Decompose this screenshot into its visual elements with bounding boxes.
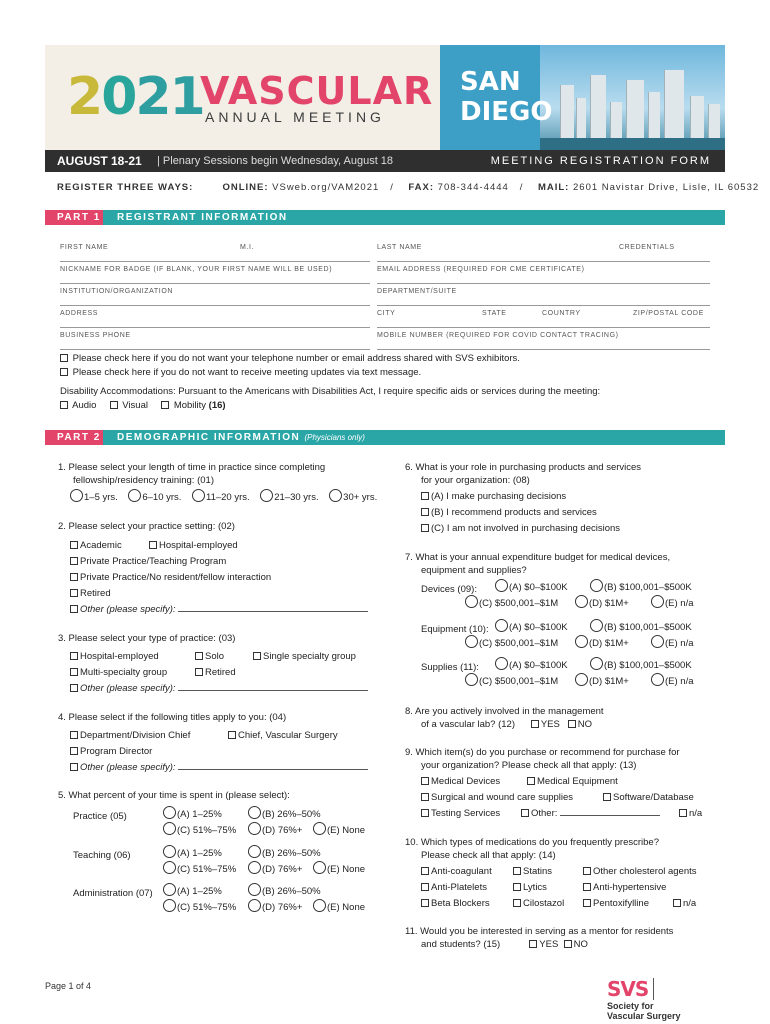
checkbox[interactable]: [70, 684, 78, 692]
radio[interactable]: [313, 822, 326, 835]
radio[interactable]: [495, 579, 508, 592]
radio[interactable]: [313, 861, 326, 874]
radio[interactable]: [163, 822, 176, 835]
q7-dev-d: (D) $1M+: [575, 597, 629, 610]
yes-checkbox[interactable]: [531, 720, 539, 728]
q5-practice: Practice (05): [73, 811, 127, 822]
disability-text: Disability Accommodations: Pursuant to the Americans with Disabilities Act, I require specific aids or services during the meeting:: [60, 386, 601, 397]
q10-line1: 10. Which types of medications do you frequently prescribe?: [405, 837, 659, 848]
q5-admin-a: (A) 1–25%: [163, 885, 222, 898]
page-number: Page 1 of 4: [45, 981, 92, 991]
checkbox[interactable]: [421, 777, 429, 785]
checkbox[interactable]: [70, 652, 78, 660]
checkbox[interactable]: [421, 793, 429, 801]
radio[interactable]: [465, 635, 478, 648]
skyline-photo: [540, 45, 725, 150]
radio[interactable]: [590, 657, 603, 670]
checkbox[interactable]: [70, 668, 78, 676]
q2-row2: Private Practice/Teaching Program: [70, 555, 226, 568]
q2-row1b: Hospital-employed: [149, 539, 238, 552]
checkbox[interactable]: [421, 899, 429, 907]
part1-header: PART 1 REGISTRANT INFORMATION: [45, 210, 725, 225]
radio[interactable]: [313, 899, 326, 912]
q5-text: 5. What percent of your time is spent in (please select):: [58, 790, 290, 801]
q9-surgical: Surgical and wound care supplies: [421, 791, 573, 804]
radio[interactable]: [248, 806, 261, 819]
checkbox[interactable]: [421, 883, 429, 891]
q6-b: (B) I recommend products and services: [421, 506, 597, 519]
checkbox[interactable]: [253, 652, 261, 660]
radio[interactable]: [128, 489, 141, 502]
q7-dev-e: (E) n/a: [651, 597, 694, 610]
logo-annual-meeting: ANNUAL MEETING: [205, 109, 385, 125]
radio[interactable]: [590, 619, 603, 632]
checkbox[interactable]: [583, 867, 591, 875]
radio[interactable]: [192, 489, 205, 502]
q5-teaching-b: (B) 26%–50%: [248, 847, 321, 860]
q3-row2: Multi-specialty group: [70, 666, 167, 679]
q9-testing: Testing Services: [421, 807, 500, 820]
q7-equipment: Equipment (10):: [421, 624, 489, 635]
checkbox[interactable]: [70, 557, 78, 565]
q11-line1: 11. Would you be interested in serving as a mentor for residents: [405, 926, 674, 937]
q8-line2: of a vascular lab? (12) YES NO: [421, 719, 593, 730]
radio[interactable]: [260, 489, 273, 502]
checkbox[interactable]: [195, 668, 203, 676]
checkbox[interactable]: [679, 809, 687, 817]
checkbox[interactable]: [195, 652, 203, 660]
check-no-share[interactable]: Please check here if you do not want your telephone number or email address shared with SVS exhibitors.: [60, 352, 520, 365]
q7-dev-a: (A) $0–$100K: [495, 581, 568, 594]
q10-anticoag: Anti-coagulant: [421, 865, 492, 878]
q3-row1b: Solo: [195, 650, 224, 663]
disability-options: Audio Visual Mobility (16): [60, 399, 226, 412]
audio-checkbox[interactable]: [60, 401, 68, 409]
q6-a: (A) I make purchasing decisions: [421, 490, 566, 503]
q7-sup-e: (E) n/a: [651, 675, 694, 688]
q7-line1: 7. What is your annual expenditure budget for medical devices,: [405, 552, 671, 563]
radio[interactable]: [575, 595, 588, 608]
part2-header: PART 2 DEMOGRAPHIC INFORMATION (Physicians only): [45, 430, 725, 445]
checkbox[interactable]: [60, 354, 68, 362]
q10-otherchol: Other cholesterol agents: [583, 865, 697, 878]
q3-row3: Other (please specify):: [70, 682, 368, 695]
q7-eq-a: (A) $0–$100K: [495, 621, 568, 634]
q5-teaching-d: (D) 76%+: [248, 863, 302, 876]
q6-c: (C) I am not involved in purchasing decisions: [421, 522, 620, 535]
no-checkbox[interactable]: [564, 940, 572, 948]
q2-text: 2. Please select your practice setting: (02): [58, 521, 235, 532]
checkbox[interactable]: [149, 541, 157, 549]
q7-sup-b: (B) $100,001–$500K: [590, 659, 692, 672]
checkbox[interactable]: [70, 589, 78, 597]
institution-field[interactable]: INSTITUTION/ORGANIZATION: [60, 284, 370, 306]
q7-supplies: Supplies (11):: [421, 662, 479, 673]
address-field[interactable]: ADDRESS: [60, 306, 370, 328]
q7-sup-c: (C) $500,001–$1M: [465, 675, 558, 688]
radio[interactable]: [163, 861, 176, 874]
radio[interactable]: [70, 489, 83, 502]
q3-row1: Hospital-employed: [70, 650, 159, 663]
radio[interactable]: [248, 845, 261, 858]
radio[interactable]: [651, 635, 664, 648]
logo-2021: 2021: [67, 67, 204, 127]
email-field[interactable]: EMAIL ADDRESS (REQUIRED FOR CME CERTIFICATE): [377, 262, 710, 284]
radio[interactable]: [248, 822, 261, 835]
q5-teaching-e: (E) None: [313, 863, 365, 876]
q6-line2: for your organization: (08): [421, 475, 530, 486]
visual-checkbox[interactable]: [110, 401, 118, 409]
meeting-dates: AUGUST 18-21: [57, 154, 142, 168]
q9-devices: Medical Devices: [421, 775, 500, 788]
checkbox[interactable]: [583, 883, 591, 891]
check-no-text[interactable]: Please check here if you do not want to receive meeting updates via text message.: [60, 366, 421, 379]
q6-line1: 6. What is your role in purchasing products and services: [405, 462, 642, 473]
q2-row5: Other (please specify):: [70, 603, 368, 616]
checkbox[interactable]: [70, 763, 78, 771]
q5-teaching-c: (C) 51%–75%: [163, 863, 236, 876]
q10-lytics: Lytics: [513, 881, 547, 894]
checkbox[interactable]: [421, 508, 429, 516]
q4-row3: Other (please specify):: [70, 761, 368, 774]
q5-admin-e: (E) None: [313, 901, 365, 914]
q3-row2b: Retired: [195, 666, 236, 679]
form-title: MEETING REGISTRATION FORM: [490, 155, 711, 167]
q8-line1: 8. Are you actively involved in the management: [405, 706, 604, 717]
q9-software: Software/Database: [603, 791, 694, 804]
q10-beta: Beta Blockers: [421, 897, 490, 910]
q5-practice-a: (A) 1–25%: [163, 808, 222, 821]
date-bar: [45, 150, 725, 172]
q5-teaching: Teaching (06): [73, 850, 131, 861]
q7-eq-d: (D) $1M+: [575, 637, 629, 650]
last-name-field[interactable]: LAST NAME CREDENTIALS: [377, 240, 710, 262]
checkbox[interactable]: [603, 793, 611, 801]
radio[interactable]: [590, 579, 603, 592]
q4-text: 4. Please select if the following titles apply to you: (04): [58, 712, 287, 723]
q4-row1b: Chief, Vascular Surgery: [228, 729, 338, 742]
radio[interactable]: [575, 673, 588, 686]
q10-line2: Please check all that apply: (14): [421, 850, 556, 861]
checkbox[interactable]: [228, 731, 236, 739]
q11-line2: and students? (15) YES NO: [421, 939, 588, 950]
q4-row1: Department/Division Chief: [70, 729, 190, 742]
radio[interactable]: [495, 619, 508, 632]
q5-admin-d: (D) 76%+: [248, 901, 302, 914]
radio[interactable]: [575, 635, 588, 648]
checkbox[interactable]: [421, 524, 429, 532]
business-phone-field[interactable]: BUSINESS PHONE: [60, 328, 370, 350]
checkbox[interactable]: [70, 605, 78, 613]
q5-practice-c: (C) 51%–75%: [163, 824, 236, 837]
radio[interactable]: [329, 489, 342, 502]
no-checkbox[interactable]: [568, 720, 576, 728]
radio[interactable]: [248, 861, 261, 874]
checkbox[interactable]: [421, 809, 429, 817]
radio[interactable]: [163, 899, 176, 912]
radio[interactable]: [495, 657, 508, 670]
q7-devices: Devices (09):: [421, 584, 477, 595]
header-banner: [45, 45, 725, 150]
q10-antihyp: Anti-hypertensive: [583, 881, 666, 894]
q10-pentox: Pentoxifylline: [583, 897, 649, 910]
checkbox[interactable]: [70, 731, 78, 739]
q10-na: n/a: [673, 897, 696, 910]
radio[interactable]: [651, 595, 664, 608]
mobility-checkbox[interactable]: [161, 401, 169, 409]
q10-antiplate: Anti-Platelets: [421, 881, 487, 894]
registration-form-page: [45, 45, 760, 1021]
q9-line1: 9. Which item(s) do you purchase or recommend for purchase for: [405, 747, 680, 758]
q7-eq-b: (B) $100,001–$500K: [590, 621, 692, 634]
q5-admin-c: (C) 51%–75%: [163, 901, 236, 914]
checkbox[interactable]: [421, 492, 429, 500]
checkbox[interactable]: [70, 747, 78, 755]
first-name-field[interactable]: FIRST NAME M.I.: [60, 240, 370, 262]
plenary-note: | Plenary Sessions begin Wednesday, August 18: [157, 155, 394, 167]
q1-line2: fellowship/residency training: (01): [73, 475, 214, 486]
checkbox[interactable]: [421, 867, 429, 875]
radio[interactable]: [163, 883, 176, 896]
q5-practice-d: (D) 76%+: [248, 824, 302, 837]
q9-na: n/a: [679, 807, 702, 820]
radio[interactable]: [651, 673, 664, 686]
q1-line1: 1. Please select your length of time in practice since completing: [58, 462, 326, 473]
register-ways: REGISTER THREE WAYS: ONLINE: VSweb.org/VAM2021 / FAX: 708-344-4444 / MAIL: 2601 Navistar Drive, Lisle, IL 60532: [57, 182, 760, 193]
q3-row1c: Single specialty group: [253, 650, 356, 663]
radio[interactable]: [465, 673, 478, 686]
q7-dev-c: (C) $500,001–$1M: [465, 597, 558, 610]
q7-eq-e: (E) n/a: [651, 637, 694, 650]
checkbox[interactable]: [583, 899, 591, 907]
q5-teaching-a: (A) 1–25%: [163, 847, 222, 860]
q2-row3: Private Practice/No resident/fellow interaction: [70, 571, 271, 584]
city-title: SAN DIEGO: [460, 67, 553, 127]
q4-row2: Program Director: [70, 745, 152, 758]
q5-admin-b: (B) 26%–50%: [248, 885, 321, 898]
q2-row4: Retired: [70, 587, 111, 600]
checkbox[interactable]: [60, 368, 68, 376]
yes-checkbox[interactable]: [529, 940, 537, 948]
svs-logo: SVSSociety for Vascular Surgery: [607, 977, 681, 1021]
q9-other: Other:: [521, 807, 660, 820]
logo-vascular: VASCULAR: [200, 69, 434, 113]
nickname-field[interactable]: NICKNAME FOR BADGE (IF BLANK, YOUR FIRST NAME WILL BE USED): [60, 262, 370, 284]
mobile-field[interactable]: MOBILE NUMBER (REQUIRED FOR COVID CONTACT TRACING): [377, 328, 710, 350]
q9-line2: your organization? Please check all that apply: (13): [421, 760, 637, 771]
q7-dev-b: (B) $100,001–$500K: [590, 581, 692, 594]
q5-admin: Administration (07): [73, 888, 153, 899]
radio[interactable]: [248, 883, 261, 896]
q10-statins: Statins: [513, 865, 552, 878]
q7-sup-a: (A) $0–$100K: [495, 659, 568, 672]
city-state-field[interactable]: CITY STATE COUNTRY ZIP/POSTAL CODE: [377, 306, 710, 328]
q10-cilo: Cilostazol: [513, 897, 564, 910]
checkbox[interactable]: [70, 573, 78, 581]
q7-eq-c: (C) $500,001–$1M: [465, 637, 558, 650]
checkbox[interactable]: [521, 809, 529, 817]
q5-practice-b: (B) 26%–50%: [248, 808, 321, 821]
q9-equipment: Medical Equipment: [527, 775, 618, 788]
radio[interactable]: [248, 899, 261, 912]
q5-practice-e: (E) None: [313, 824, 365, 837]
q3-text: 3. Please select your type of practice: (03): [58, 633, 236, 644]
radio[interactable]: [163, 845, 176, 858]
checkbox[interactable]: [513, 899, 521, 907]
q2-row1: Academic: [70, 539, 122, 552]
department-field[interactable]: DEPARTMENT/SUITE: [377, 284, 710, 306]
q7-line2: equipment and supplies?: [421, 565, 527, 576]
q7-sup-d: (D) $1M+: [575, 675, 629, 688]
radio[interactable]: [465, 595, 478, 608]
checkbox[interactable]: [527, 777, 535, 785]
san-diego-panel: [440, 45, 725, 150]
q1-options: 1–5 yrs. 6–10 yrs. 11–20 yrs. 21–30 yrs. 30+ yrs.: [70, 491, 377, 504]
harbor-water: [540, 138, 725, 150]
checkbox[interactable]: [673, 899, 681, 907]
radio[interactable]: [163, 806, 176, 819]
checkbox[interactable]: [70, 541, 78, 549]
checkbox[interactable]: [513, 867, 521, 875]
checkbox[interactable]: [513, 883, 521, 891]
